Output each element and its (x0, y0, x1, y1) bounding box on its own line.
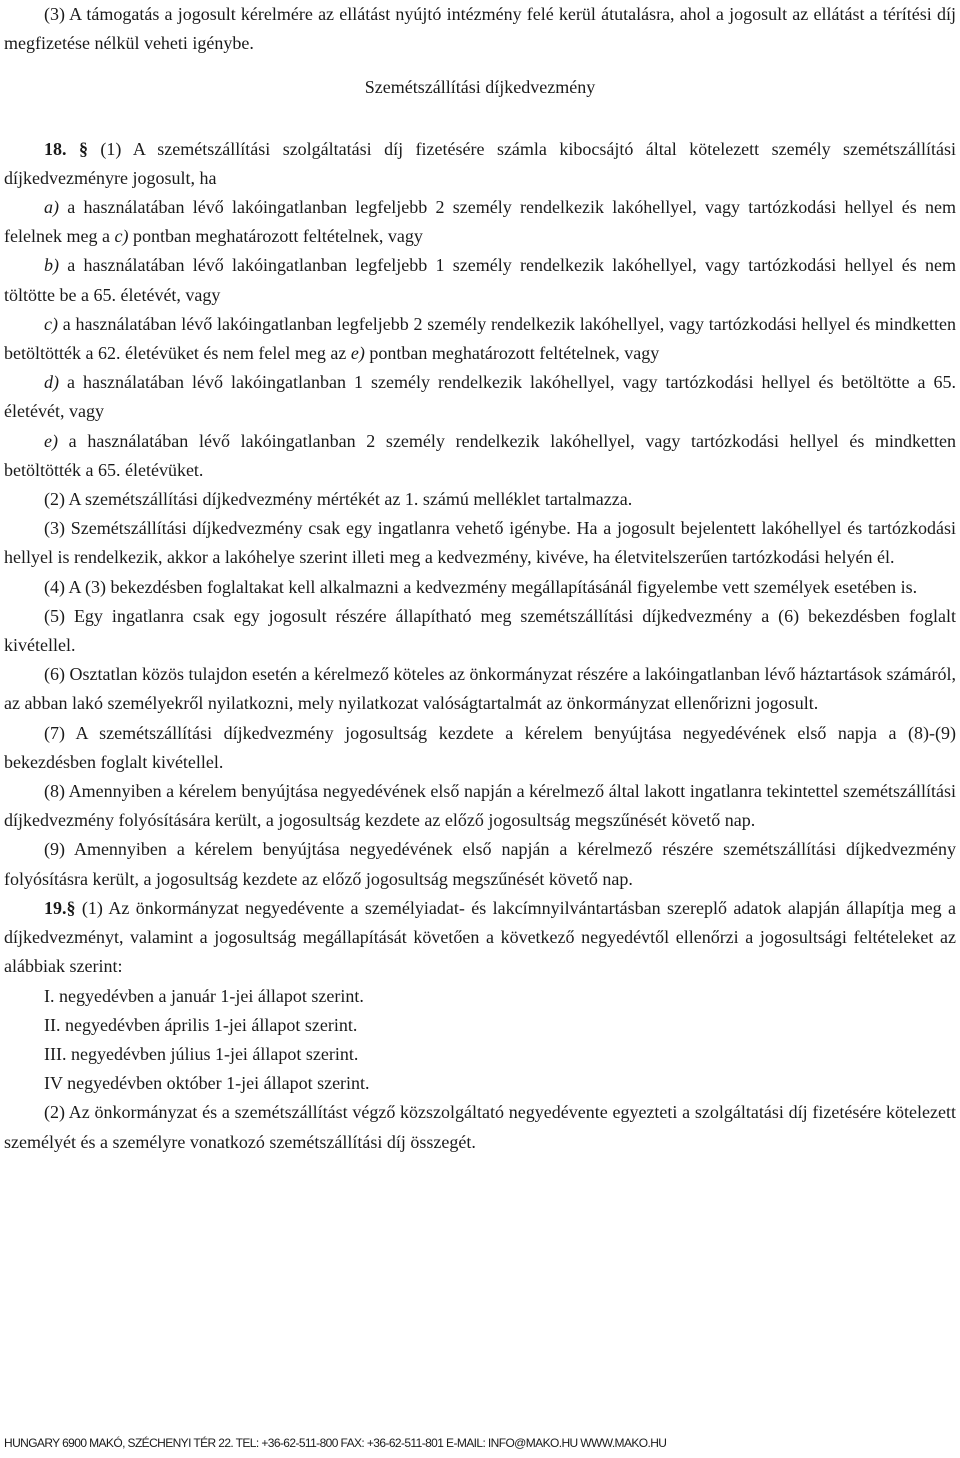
section-18-intro-text: (1) A szemétszállítási szolgáltatási díj fizetésére számla kibocsájtó által kötelezett személy szemétszállítási díjkedvezményre jogosult, ha (4, 138, 956, 188)
section-18-paragraph-6: (6) Osztatlan közös tulajdon esetén a kérelmező köteles az önkormányzat részére a lakóingatlanban lévő háztartások számáról, az abban lakó személyekről nyilatkozni, mely nyilatkozat valóságtartalmát az önkormányzat ellenőrizni jogosult. (4, 664, 956, 714)
list-item-b (4, 251, 956, 309)
section-19-intro-text: (1) Az önkormányzat negyedévente a személyiadat- és lakcímnyilvántartásban szereplő adatok alapján állapítja meg a díjkedvezményt, valamint a jogosultság megállapítását követően a következő negyedévtől ellenőrzi a jogosultsági feltételeket az alábbiak szerint: (4, 897, 956, 977)
list-item-c (4, 310, 956, 368)
section-symbol: § (66, 897, 76, 918)
document-page (4, 0, 956, 1157)
list-letter: e) (44, 430, 58, 451)
list-letter: a) (44, 197, 59, 218)
section-18-paragraph-3: (3) Szemétszállítási díjkedvezmény csak egy ingatlanra vehető igénybe. Ha a jogosult bejelentett lakóhellyel és tartózkodási hellyel is rendelkezik, akkor a lakóhelye szerint illeti meg a kedvezmény, kivéve, ha életvitelszerűen tartózkodási helyén él. (4, 518, 956, 568)
section-18-paragraph-1 (4, 135, 956, 193)
list-letter: b) (44, 255, 59, 276)
list-item-text: a használatában lévő lakóingatlanban legfeljebb 2 személy rendelkezik lakóhellyel, vagy tartózkodási hellyel és mindketten betöltötték a 62. életévüket és nem felel meg az (4, 313, 956, 364)
list-letter: c) (44, 313, 58, 334)
section-18-paragraph-2: (2) A szemétszállítási díjkedvezmény mértékét az 1. számú melléklet tartalmazza. (44, 489, 633, 510)
section-heading: Szemétszállítási díjkedvezmény (364, 77, 596, 98)
section-18-paragraph-8: (8) Amennyiben a kérelem benyújtása negyedévének első napján a kérelmező által lakott ingatlanra tekintettel szemétszállítási díjkedvezmény folyósítására került, a jogosultság kezdete az előző jogosultság megszűnését követő nap. (4, 781, 956, 831)
section-18-paragraph-9: (9) Amennyiben a kérelem benyújtása negyedévének első napján a kérelmező részére szemétszállítási díjkedvezmény folyósításra került, a jogosultság kezdete az előző jogosultság megszűnését követő nap. (4, 839, 956, 889)
section-symbol: § (78, 138, 88, 159)
list-item-text: a használatában lévő lakóingatlanban legfeljebb 2 személy rendelkezik lakóhellyel, vagy tartózkodási hellyel és nem felelnek meg a (4, 197, 956, 247)
quarter-item: I. negyedévben a január 1-jei állapot szerint. (44, 985, 364, 1006)
quarter-item: III. negyedévben július 1-jei állapot szerint. (44, 1043, 359, 1064)
page-footer: HUNGARY 6900 MAKÓ, SZÉCHENYI TÉR 22. TEL: +36-62-511-800 FAX: +36-62-511-801 E-MAIL: INFO@MAKO.HU WWW.MAKO.HU (4, 1436, 667, 1450)
list-item-text: a használatában lévő lakóingatlanban 2 személy rendelkezik lakóhellyel, vagy tartózkodási hellyel és mindketten betöltötték a 65. életévüket. (4, 430, 956, 480)
quarter-item: IV negyedévben október 1-jei állapot szerint. (44, 1073, 370, 1094)
section-18-paragraph-4: (4) A (3) bekezdésben foglaltakat kell alkalmazni a kedvezmény megállapításánál figyelembe vett személyek esetében is. (44, 576, 918, 597)
list-item-tail: pontban meghatározott feltételnek, vagy (364, 343, 660, 364)
section-19-paragraph-1 (4, 894, 956, 982)
list-item-a (4, 193, 956, 251)
list-reference: c) (114, 226, 129, 247)
intro-paragraph-3: (3) A támogatás a jogosult kérelmére az ellátást nyújtó intézmény felé kerül átutalásra, ahol a jogosult az ellátást a térítési díj megfizetése nélkül veheti igénybe. (4, 4, 956, 54)
list-item-tail: pontban meghatározott feltételnek, vagy (128, 226, 423, 247)
list-item-text: a használatában lévő lakóingatlanban legfeljebb 1 személy rendelkezik lakóhellyel, vagy tartózkodási hellyel és nem töltötte be a 65. életévét, vagy (4, 255, 956, 305)
section-19-number: 19. (44, 897, 67, 918)
section-18-paragraph-5: (5) Egy ingatlanra csak egy jogosult részére állapítható meg szemétszállítási díjkedvezmény a (6) bekezdésben foglalt kivétellel. (4, 605, 956, 656)
list-item-e (4, 427, 956, 485)
list-letter: d) (44, 372, 59, 393)
list-item-text: a használatában lévő lakóingatlanban 1 személy rendelkezik lakóhellyel, vagy tartózkodási hellyel és betöltötte a 65. életévét, vagy (4, 372, 956, 422)
section-19-paragraph-2: (2) Az önkormányzat és a szemétszállítást végző közszolgáltató negyedévente egyezteti a szolgáltatási díj fizetésére kötelezett személyét és a személyre vonatkozó szemétszállítási díj összegét. (4, 1102, 956, 1152)
section-18-number: 18. (44, 138, 67, 159)
section-18-paragraph-7: (7) A szemétszállítási díjkedvezmény jogosultság kezdete a kérelem benyújtása negyedévének első napja a (8)-(9) bekezdésben foglalt kivétellel. (4, 722, 956, 772)
quarter-item: II. negyedévben április 1-jei állapot szerint. (44, 1014, 358, 1035)
list-reference: e) (350, 343, 365, 364)
list-item-d (4, 368, 956, 426)
